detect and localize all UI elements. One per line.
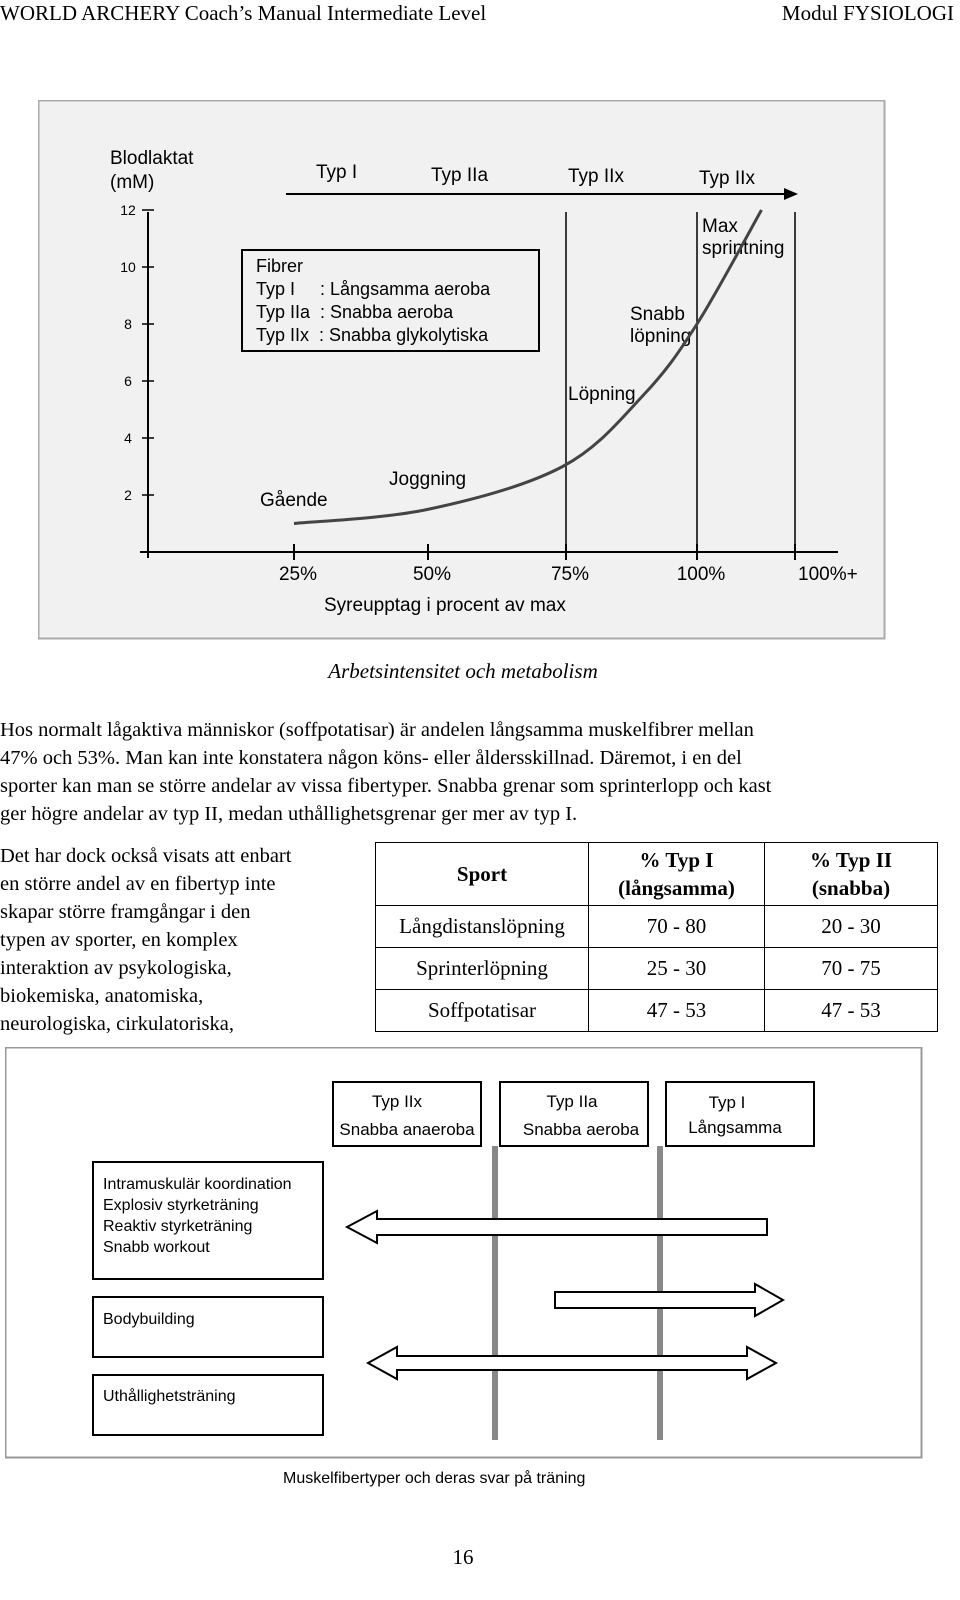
table-cell: 70 - 80 <box>589 906 765 948</box>
group-item: Bodybuilding <box>103 1311 195 1328</box>
header-typ-2-line1: % Typ II <box>809 848 893 872</box>
fiber-box-name: Typ IIa <box>546 1092 598 1111</box>
header-typ-2-line2: (snabba) <box>811 876 891 900</box>
label-lopning: Löpning <box>568 384 636 405</box>
group-item: Snabb workout <box>103 1239 210 1256</box>
x-tick-label: 100%+ <box>798 564 858 585</box>
header-sport: Sport <box>376 843 589 906</box>
header-typ-1-line1: % Typ I <box>639 848 714 872</box>
lactate-chart <box>38 100 886 640</box>
group-item: Explosiv styrketräning <box>103 1197 259 1214</box>
table-cell: Soffpotatisar <box>376 990 589 1032</box>
fiber-box-desc: Långsamma <box>688 1118 782 1137</box>
group-box-endurance <box>93 1375 323 1435</box>
figure2-caption: Muskelfibertyper och deras svar på träning <box>283 1470 586 1487</box>
legend-title: Fibrer <box>256 256 304 276</box>
header-typ-2 <box>765 843 938 906</box>
fiber-box-desc: Snabba anaeroba <box>339 1120 475 1139</box>
table-cell: Sprinterlöpning <box>376 948 589 990</box>
group-item: Reaktiv styrketräning <box>103 1218 253 1235</box>
label-snabb-1: Snabb <box>630 304 685 325</box>
divider-left <box>492 1146 498 1440</box>
fiber-label-4: Typ IIx <box>699 168 755 189</box>
paragraph-2-line: neurologiska, cirkulatoriska, <box>0 1013 234 1035</box>
table-cell: 70 - 75 <box>765 948 938 990</box>
table-row <box>376 906 938 948</box>
table-header-row <box>376 843 938 906</box>
paragraph-1-line: sporter kan man se större andelar av vissa fibertyper. Snabba grenar som sprinterlopp och kast <box>0 775 772 797</box>
legend-row-1: Typ I : Långsamma aeroba <box>256 279 491 299</box>
fiber-box-name: Typ I <box>708 1093 746 1112</box>
label-max-1: Max <box>702 216 738 237</box>
header-left: WORLD ARCHERY Coach’s Manual Intermediate Level <box>0 1 487 25</box>
fiber-label-2: Typ IIa <box>431 165 489 186</box>
table-cell: 47 - 53 <box>765 990 938 1032</box>
legend-row-2: Typ IIa : Snabba aeroba <box>256 302 454 322</box>
y-tick-label: 12 <box>120 202 136 218</box>
group-item: Uthållighetsträning <box>103 1388 236 1405</box>
x-tick-label: 50% <box>412 564 452 585</box>
training-diagram <box>5 1047 923 1459</box>
table-row <box>376 990 938 1032</box>
paragraph-2-line: en större andel av en fibertyp inte <box>0 873 276 895</box>
label-joggning: Joggning <box>389 469 467 490</box>
table-cell: Långdistanslöpning <box>376 906 589 948</box>
table-cell: 47 - 53 <box>589 990 765 1032</box>
page-number: 16 <box>452 1545 474 1569</box>
fiber-box-desc: Snabba aeroba <box>522 1120 640 1139</box>
label-max-2: sprintning <box>702 238 785 259</box>
label-gaende: Gående <box>260 490 328 511</box>
header-right: Modul FYSIOLOGI <box>781 1 954 25</box>
table-cell: 20 - 30 <box>765 906 938 948</box>
paragraph-2-line: biokemiska, anatomiska, <box>0 985 204 1007</box>
paragraph-1 <box>0 716 955 828</box>
y-tick-label: 6 <box>124 373 132 389</box>
paragraph-2-line: Det har dock också visats att enbart <box>0 845 292 867</box>
paragraph-2-line: skapar större framgångar i den <box>0 901 251 923</box>
table-cell: 25 - 30 <box>589 948 765 990</box>
y-tick-label: 2 <box>124 487 132 503</box>
group-item: Intramuskulär koordination <box>103 1176 292 1193</box>
y-tick-label: 4 <box>124 430 132 446</box>
x-tick-label: 100% <box>676 564 726 585</box>
legend-row-3: Typ IIx : Snabba glykolytiska <box>256 325 489 345</box>
header-typ-1-line2: (långsamma) <box>618 876 735 900</box>
y-tick-label: 8 <box>124 316 132 332</box>
y-tick-label: 10 <box>120 259 136 275</box>
paragraph-2-line: interaktion av psykologiska, <box>0 957 232 979</box>
paragraph-1-line: Hos normalt lågaktiva människor (soffpotatisar) är andelen långsamma muskelfibrer mellan <box>0 719 754 741</box>
paragraph-2-line: typen av sporter, en komplex <box>0 929 238 951</box>
fiber-label-3: Typ IIx <box>568 166 624 187</box>
table-row <box>376 948 938 990</box>
x-tick-label: 75% <box>550 564 590 585</box>
paragraph-2 <box>0 842 370 1038</box>
y-axis-title-1: Blodlaktat <box>110 148 194 169</box>
fiber-box-name: Typ IIx <box>371 1092 423 1111</box>
figure1-caption: Arbetsintensitet och metabolism <box>328 659 598 683</box>
x-tick-label: 25% <box>278 564 318 585</box>
y-axis-title-2: (mM) <box>110 172 155 193</box>
paragraph-1-line: ger högre andelar av typ II, medan uthållighetsgrenar ger mer av typ I. <box>0 803 578 825</box>
paragraph-1-line: 47% och 53%. Man kan inte konstatera någon köns- eller åldersskillnad. Däremot, i en del <box>0 747 742 769</box>
fiber-label-1: Typ I <box>316 162 358 183</box>
header-typ-1 <box>589 843 765 906</box>
label-snabb-2: löpning <box>630 326 692 347</box>
x-axis-label: Syreupptag i procent av max <box>324 595 566 616</box>
fiber-table <box>375 842 938 1032</box>
